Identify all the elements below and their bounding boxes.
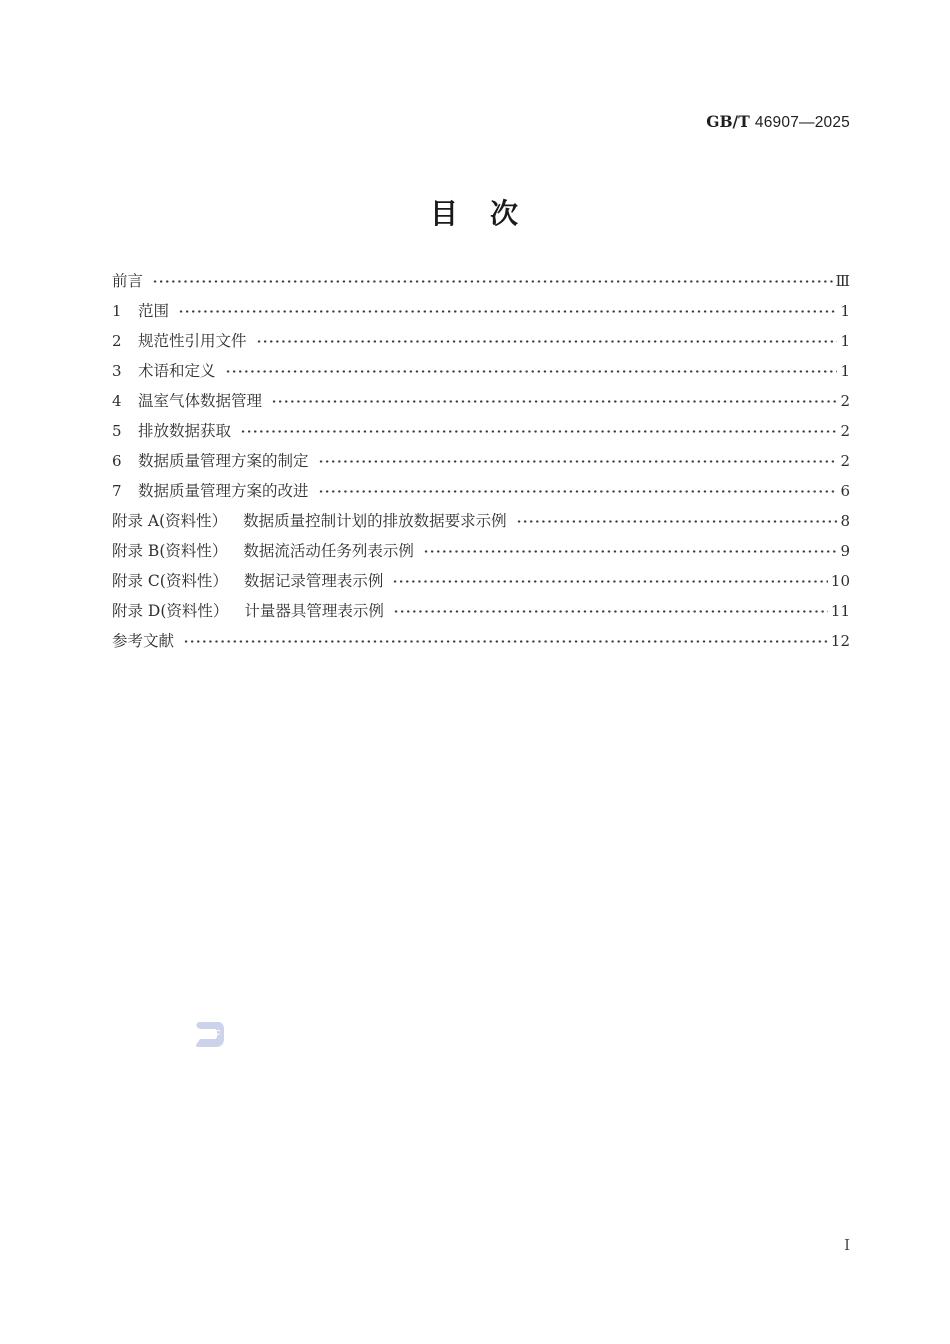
toc-leader-dots — [423, 543, 838, 559]
toc-leader-dots — [256, 333, 838, 349]
toc-entry-page: 10 — [830, 572, 850, 590]
toc-leader-dots — [516, 513, 838, 529]
standard-prefix: GB/T — [706, 112, 750, 131]
svg-text:SAC: SAC — [204, 1028, 221, 1038]
toc-entry-label: 数据流活动任务列表示例 — [243, 542, 414, 560]
toc-entry-bibliography[interactable] — [112, 626, 850, 656]
table-of-contents — [112, 266, 850, 656]
toc-leader-dots — [318, 483, 838, 499]
toc-entry-clause-6[interactable] — [112, 446, 850, 476]
toc-entry-page: Ⅲ — [835, 272, 850, 290]
standard-number: 46907—2025 — [754, 114, 850, 131]
toc-entry-label: 排放数据获取 — [138, 422, 232, 440]
toc-leader-dots — [393, 603, 828, 619]
toc-annex-id: 附录 A(资料性） — [112, 512, 228, 530]
toc-leader-dots — [178, 303, 837, 319]
toc-entry-page: 6 — [840, 482, 850, 500]
toc-entry-page: 12 — [830, 632, 850, 650]
toc-entry-number: 7 — [112, 482, 122, 500]
toc-entry-label: 规范性引用文件 — [138, 332, 247, 350]
toc-leader-dots — [392, 573, 828, 589]
toc-entry-label: 数据质量管理方案的制定 — [138, 452, 309, 470]
toc-annex-id: 附录 B(资料性） — [112, 542, 228, 560]
page-number: I — [844, 1236, 850, 1254]
toc-entry-number: 3 — [112, 362, 122, 380]
toc-leader-dots — [240, 423, 837, 439]
toc-entry-page: 1 — [840, 362, 850, 380]
toc-entry-clause-1[interactable] — [112, 296, 850, 326]
toc-entry-clause-7[interactable] — [112, 476, 850, 506]
toc-leader-dots — [225, 363, 838, 379]
toc-entry-label: 术语和定义 — [138, 362, 216, 380]
toc-entry-clause-2[interactable] — [112, 326, 850, 356]
toc-entry-annex-d[interactable] — [112, 596, 850, 626]
toc-entry-number: 6 — [112, 452, 122, 470]
toc-entry-page: 8 — [840, 512, 850, 530]
toc-annex-id: 附录 C(资料性） — [112, 572, 228, 590]
toc-leader-dots — [183, 633, 828, 649]
toc-entry-annex-c[interactable] — [112, 566, 850, 596]
toc-entry-page: 1 — [840, 302, 850, 320]
toc-entry-label: 温室气体数据管理 — [138, 392, 263, 410]
toc-entry-label: 数据记录管理表示例 — [243, 572, 384, 590]
toc-entry-number: 1 — [112, 302, 122, 320]
toc-entry-label: 数据质量控制计划的排放数据要求示例 — [243, 512, 507, 530]
page-title: 目 次 — [429, 197, 520, 230]
toc-entry-number: 5 — [112, 422, 122, 440]
toc-entry-number: 4 — [112, 392, 122, 410]
toc-entry-page: 2 — [840, 392, 850, 410]
toc-entry-page: 9 — [840, 542, 850, 560]
toc-entry-annex-a[interactable] — [112, 506, 850, 536]
toc-entry-clause-4[interactable] — [112, 386, 850, 416]
toc-leader-dots — [271, 393, 837, 409]
toc-entry-label: 数据质量管理方案的改进 — [138, 482, 309, 500]
toc-entry-clause-3[interactable] — [112, 356, 850, 386]
toc-entry-label: 参考文献 — [112, 632, 175, 650]
toc-entry-preface[interactable] — [112, 266, 850, 296]
toc-entry-clause-5[interactable] — [112, 416, 850, 446]
toc-entry-page: 11 — [830, 602, 850, 620]
toc-leader-dots — [152, 273, 833, 289]
toc-entry-label: 范围 — [138, 302, 170, 320]
toc-annex-id: 附录 D(资料性） — [112, 602, 229, 620]
toc-entry-annex-b[interactable] — [112, 536, 850, 566]
toc-entry-label: 前言 — [112, 272, 144, 290]
toc-entry-page: 1 — [840, 332, 850, 350]
sac-logo-icon — [194, 1018, 226, 1050]
toc-entry-page: 2 — [840, 452, 850, 470]
toc-entry-label: 计量器具管理表示例 — [244, 602, 384, 620]
document-header — [706, 112, 850, 132]
toc-entry-number: 2 — [112, 332, 122, 350]
toc-entry-page: 2 — [840, 422, 850, 440]
toc-leader-dots — [318, 453, 838, 469]
